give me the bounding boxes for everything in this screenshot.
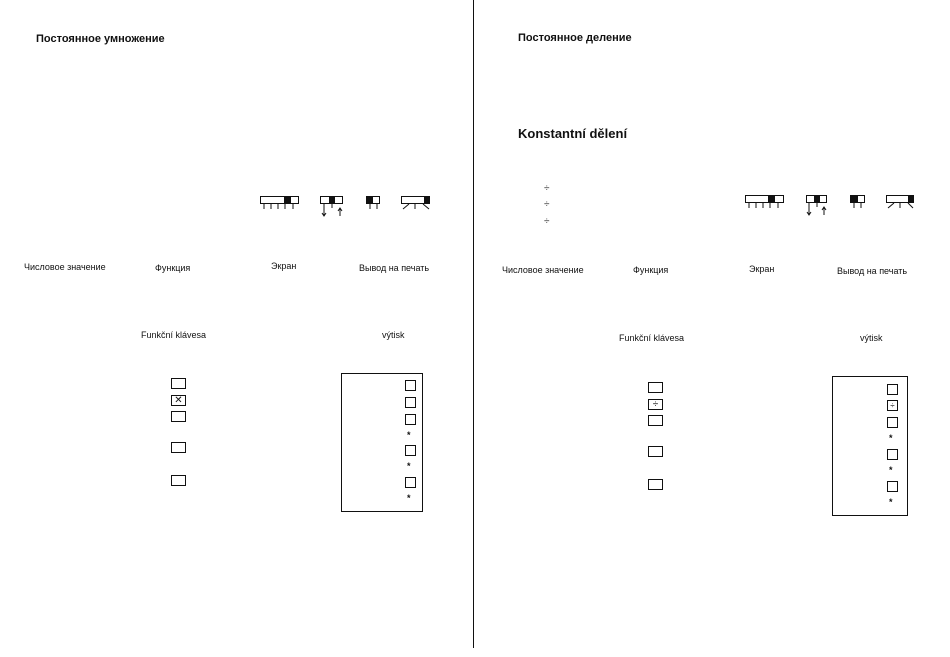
decimal-selector-switch-icon (260, 196, 300, 212)
equals-key (171, 442, 186, 453)
division-mark: ÷ (544, 216, 550, 227)
printout-entry-key (405, 414, 416, 425)
rounding-switch-icon (320, 196, 344, 218)
equals-key (171, 475, 186, 486)
mode-switch-icon (401, 196, 433, 210)
number-key (171, 411, 186, 422)
printout-entry-key (887, 417, 898, 428)
page-title: Постоянное деление (518, 32, 632, 44)
page-divider (473, 0, 474, 648)
printout-caption: výtisk (382, 330, 405, 340)
number-key (171, 378, 186, 389)
printout-tape (832, 376, 908, 516)
column-header-number: Числовое значение (502, 265, 584, 275)
division-mark: ÷ (544, 199, 550, 210)
printout-total-mark: * (407, 430, 411, 440)
print-switch-icon (366, 196, 382, 210)
printout-total-mark: * (889, 497, 893, 507)
printout-caption: výtisk (860, 333, 883, 343)
printout-operator-key: ÷ (887, 400, 898, 411)
number-key (648, 415, 663, 426)
printout-tape (341, 373, 423, 512)
page-subtitle: Konstantní dělení (518, 126, 628, 141)
column-header-function: Функция (633, 265, 669, 275)
equals-key (648, 446, 663, 457)
printout-total-mark: * (407, 461, 411, 471)
printout-operator-key (405, 397, 416, 408)
column-header-function: Функция (155, 263, 191, 273)
column-header-display: Экран (749, 264, 775, 274)
right-page (476, 0, 950, 657)
equals-key (648, 479, 663, 490)
column-header-print: Вывод на печать (837, 266, 908, 276)
printout-total-mark: * (407, 493, 411, 503)
divide-key: ÷ (648, 399, 663, 410)
mode-switch-icon (886, 195, 918, 209)
printout-entry-key (405, 445, 416, 456)
function-key-caption: Funkční klávesa (619, 333, 685, 343)
column-header-display: Экран (271, 261, 297, 271)
print-switch-icon (850, 195, 866, 209)
printout-entry-key (887, 481, 898, 492)
function-key-caption: Funkční klávesa (141, 330, 207, 340)
multiply-key: ✕ (171, 395, 186, 406)
printout-total-mark: * (889, 433, 893, 443)
division-mark: ÷ (544, 183, 550, 194)
printout-entry-key (887, 449, 898, 460)
column-header-print: Вывод на печать (359, 263, 430, 273)
printout-entry-key (405, 477, 416, 488)
printout-total-mark: * (889, 465, 893, 475)
page-title: Постоянное умножение (36, 33, 165, 45)
decimal-selector-switch-icon (745, 195, 785, 211)
rounding-switch-icon (806, 195, 830, 217)
number-key (648, 382, 663, 393)
column-header-number: Числовое значение (24, 262, 106, 272)
printout-entry-key (405, 380, 416, 391)
printout-entry-key (887, 384, 898, 395)
